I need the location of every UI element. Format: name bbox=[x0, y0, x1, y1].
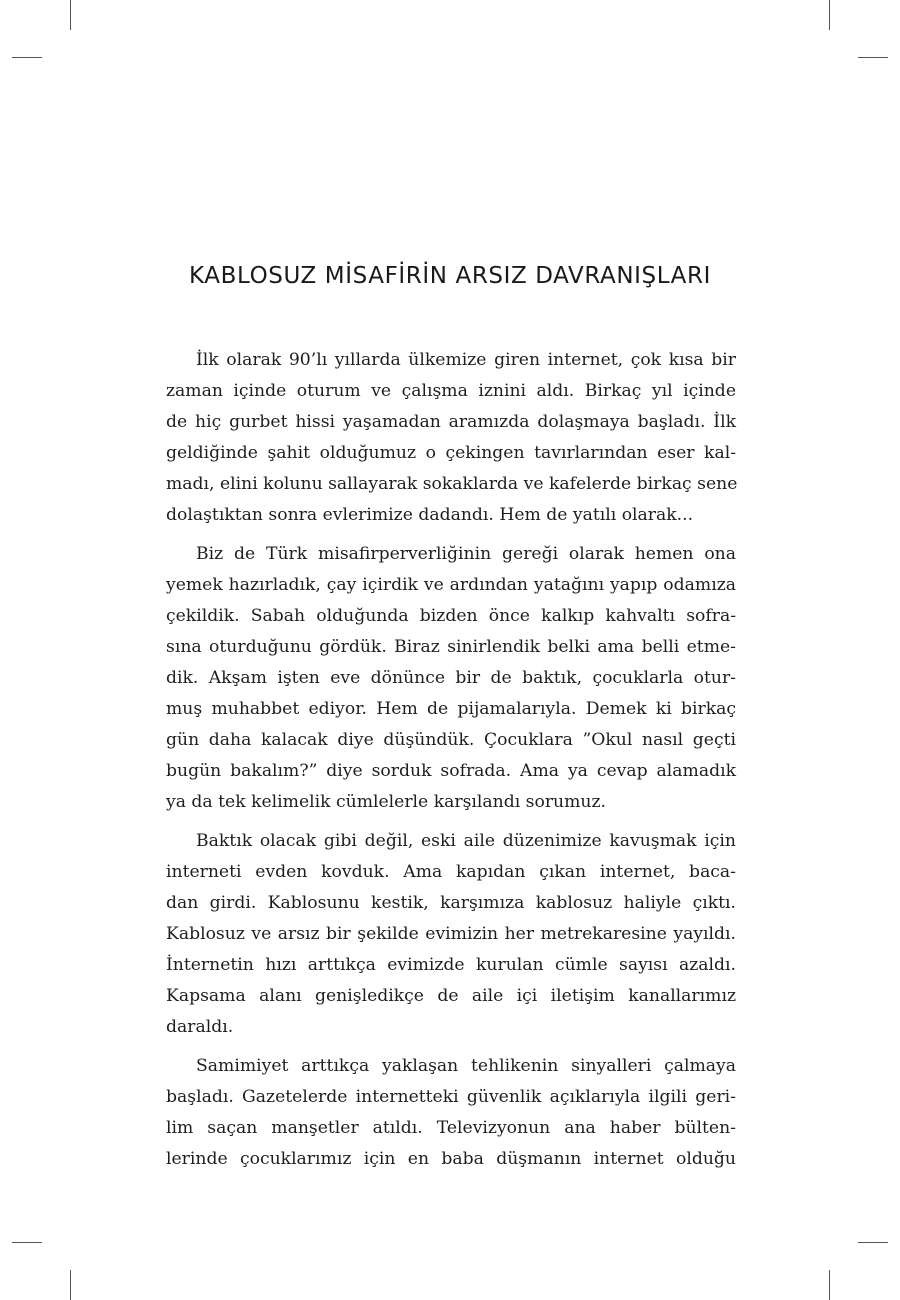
crop-mark bbox=[829, 0, 830, 30]
text-line: madı, elini kolunu sallayarak sokaklarda ve kafelerde birkaç sene bbox=[166, 474, 738, 494]
crop-mark bbox=[12, 57, 42, 58]
text-line: daraldı. bbox=[166, 1017, 234, 1037]
text-line: Kablosuz ve arsız bir şekilde evimizin her metrekaresine yayıldı. bbox=[166, 924, 736, 944]
text-line: dik. Akşam işten eve dönünce bir de baktık, çocuklarla otur- bbox=[166, 668, 736, 688]
text-line: dolaştıktan sonra evlerimize dadandı. Hem de yatılı olarak... bbox=[166, 505, 694, 525]
crop-mark bbox=[70, 0, 71, 30]
chapter-title: KABLOSUZ MİSAFİRİN ARSIZ DAVRANIŞLARI bbox=[189, 263, 711, 289]
crop-mark bbox=[858, 57, 888, 58]
text-line: Baktık olacak gibi değil, eski aile düzenimize kavuşmak için bbox=[196, 831, 736, 851]
text-line: zaman içinde oturum ve çalışma iznini aldı. Birkaç yıl içinde bbox=[166, 381, 736, 401]
text-line: Kapsama alanı genişledikçe de aile içi iletişim kanallarımız bbox=[166, 986, 736, 1006]
text-line: dan girdi. Kablosunu kestik, karşımıza kablosuz haliyle çıktı. bbox=[166, 893, 736, 913]
text-line: İnternetin hızı arttıkça evimizde kurulan cümle sayısı azaldı. bbox=[166, 955, 736, 975]
paragraph bbox=[166, 539, 736, 818]
text-line: İlk olarak 90’lı yıllarda ülkemize giren internet, çok kısa bir bbox=[196, 350, 736, 370]
crop-mark bbox=[70, 1270, 71, 1300]
crop-mark bbox=[829, 1270, 830, 1300]
text-line: lim saçan manşetler atıldı. Televizyonun ana haber bülten- bbox=[166, 1118, 736, 1138]
body-text bbox=[166, 345, 736, 1183]
text-line: Biz de Türk misafirperverliğinin gereği olarak hemen ona bbox=[196, 544, 736, 564]
crop-mark bbox=[858, 1242, 888, 1243]
text-line: bugün bakalım?” diye sorduk sofrada. Ama ya cevap alamadık bbox=[166, 761, 736, 781]
text-line: de hiç gurbet hissi yaşamadan aramızda dolaşmaya başladı. İlk bbox=[166, 412, 736, 432]
text-line: interneti evden kovduk. Ama kapıdan çıkan internet, baca- bbox=[166, 862, 736, 882]
paragraph bbox=[166, 826, 736, 1043]
text-line: sına oturduğunu gördük. Biraz sinirlendik belki ama belli etme- bbox=[166, 637, 736, 657]
paragraph bbox=[166, 1051, 736, 1175]
text-line: çekildik. Sabah olduğunda bizden önce kalkıp kahvaltı sofra- bbox=[166, 606, 736, 626]
text-line: muş muhabbet ediyor. Hem de pijamalarıyla. Demek ki birkaç bbox=[166, 699, 736, 719]
crop-mark bbox=[12, 1242, 42, 1243]
text-line: yemek hazırladık, çay içirdik ve ardından yatağını yapıp odamıza bbox=[166, 575, 736, 595]
text-line: ya da tek kelimelik cümlelerle karşılandı sorumuz. bbox=[166, 792, 607, 812]
text-line: lerinde çocuklarımız için en baba düşmanın internet olduğu bbox=[166, 1149, 736, 1169]
text-line: gün daha kalacak diye düşündük. Çocuklara ”Okul nasıl geçti bbox=[166, 730, 736, 750]
paragraph bbox=[166, 345, 736, 531]
text-line: başladı. Gazetelerde internetteki güvenlik açıklarıyla ilgili geri- bbox=[166, 1087, 736, 1107]
text-line: Samimiyet arttıkça yaklaşan tehlikenin sinyalleri çalmaya bbox=[196, 1056, 736, 1076]
text-line: geldiğinde şahit olduğumuz o çekingen tavırlarından eser kal- bbox=[166, 443, 736, 463]
